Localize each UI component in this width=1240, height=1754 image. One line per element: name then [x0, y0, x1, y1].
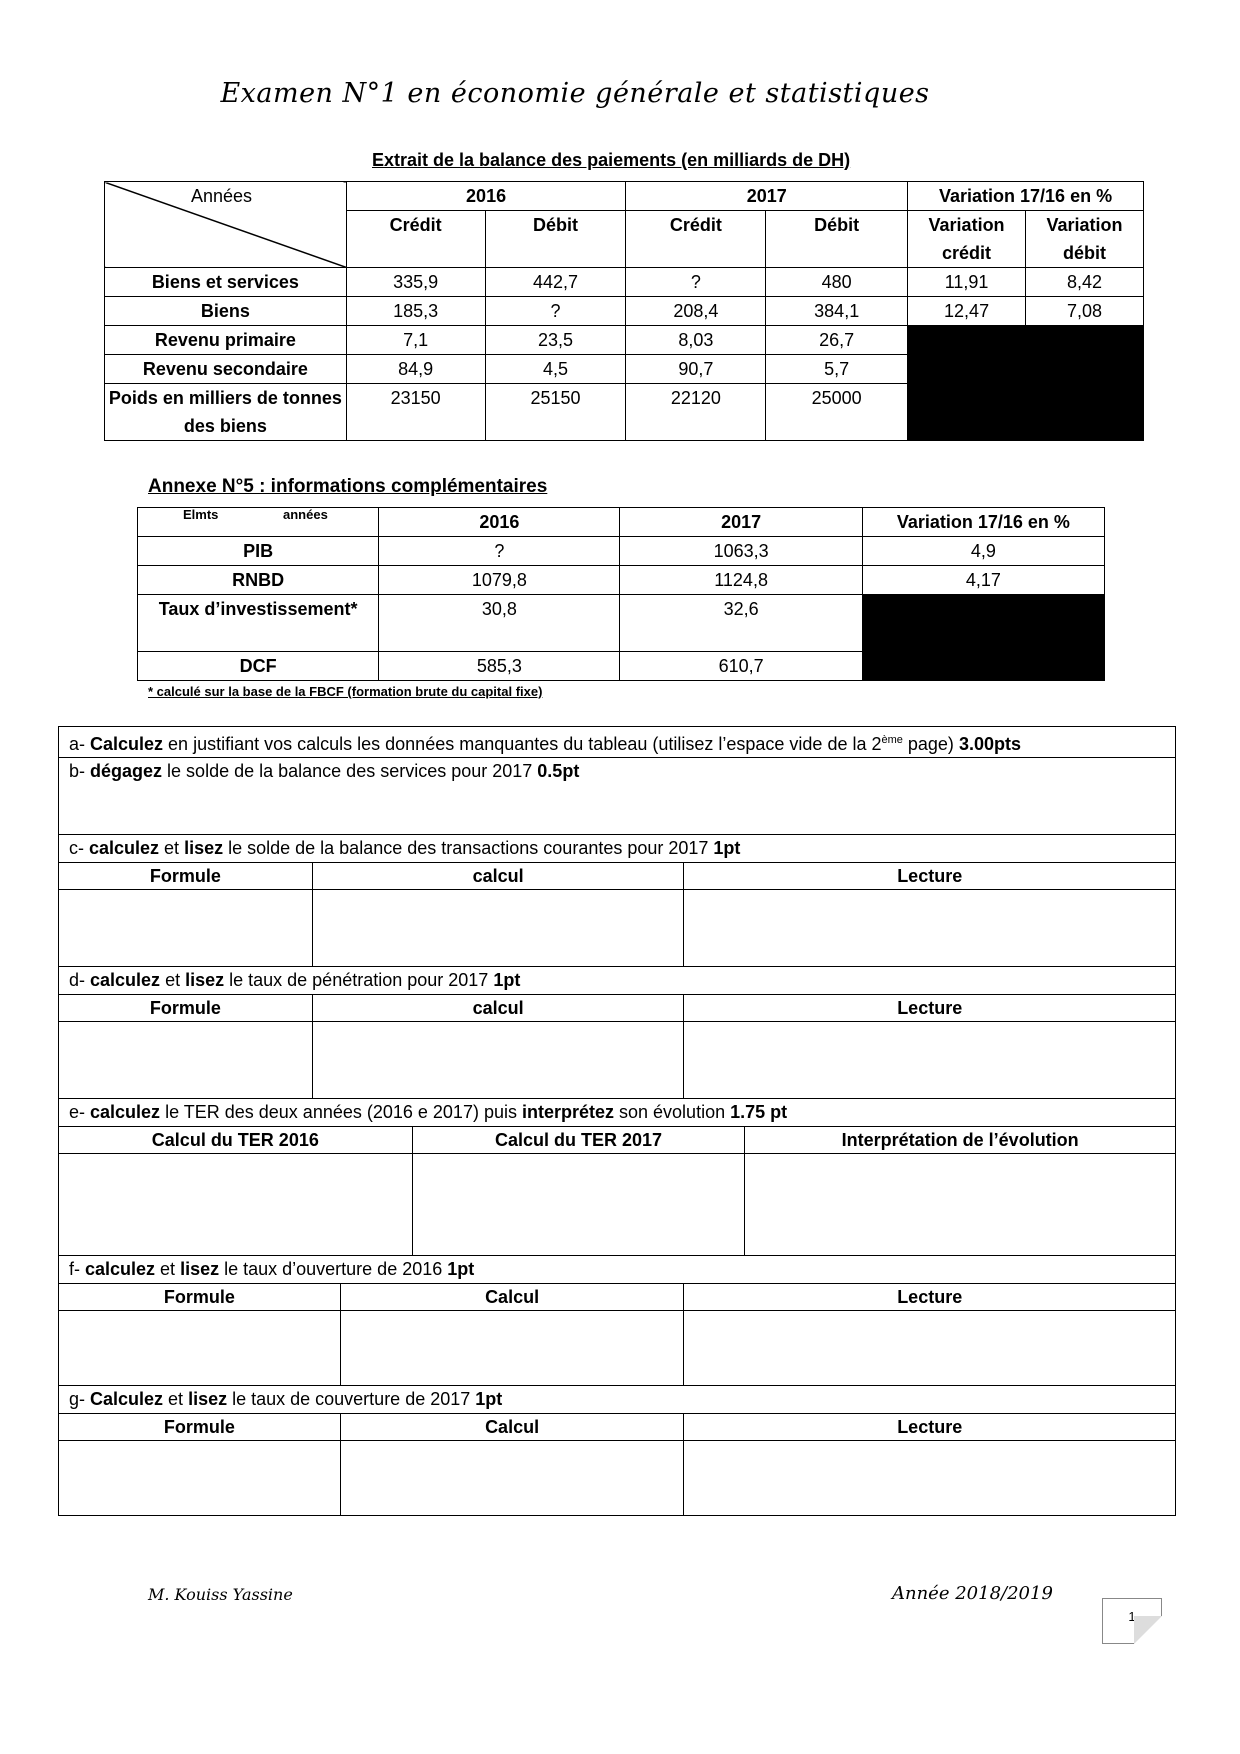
cell: ?: [626, 268, 766, 297]
header-lecture: Lecture: [684, 863, 1176, 890]
balance-of-payments-table: [104, 181, 1144, 441]
row-label: Revenu primaire: [105, 326, 347, 355]
q-verb: calculez: [90, 1102, 161, 1122]
cell: 84,9: [346, 355, 485, 384]
cell: 185,3: [346, 297, 485, 326]
q-sup: ème: [881, 734, 903, 746]
cell: 1063,3: [620, 537, 862, 566]
q-text: en justifiant vos calculs les données manquantes du tableau (utilisez l’espace vide de la 2: [163, 734, 882, 754]
answer-calcul[interactable]: [340, 1441, 684, 1516]
header-formule: Formule: [59, 863, 313, 890]
q-verb: Calculez: [90, 1389, 164, 1409]
table-row: [105, 326, 1144, 355]
cell: 7,1: [346, 326, 485, 355]
q-and: et: [155, 1259, 181, 1279]
cell: 480: [766, 268, 908, 297]
questions-table: [58, 726, 1176, 1516]
answer-formule[interactable]: [59, 1441, 341, 1516]
q-points: 1pt: [447, 1259, 475, 1279]
answer-lecture[interactable]: [684, 890, 1176, 967]
q-points: 3.00pts: [958, 734, 1021, 754]
header-ter-2016: Calcul du TER 2016: [59, 1127, 413, 1154]
annexe-caption: Annexe N°5 : informations complémentaires: [148, 476, 548, 497]
bop-year-2016: 2016: [346, 182, 626, 211]
q-verb2: interprétez: [521, 1102, 615, 1122]
question-g: [59, 1386, 1176, 1414]
cell: ?: [485, 297, 626, 326]
annexe-annees-label: années: [283, 507, 328, 522]
bop-var-credit: Variation crédit: [908, 211, 1026, 268]
q-verb2: lisez: [185, 970, 225, 990]
redacted-block: [862, 595, 1104, 681]
row-label: DCF: [138, 652, 379, 681]
footer-year: Année 2018/2019: [892, 1583, 1053, 1604]
header-lecture: Lecture: [684, 1284, 1176, 1311]
header-calcul: calcul: [312, 995, 684, 1022]
header-formule: Formule: [59, 1414, 341, 1441]
row-label: RNBD: [138, 566, 379, 595]
table-row: [138, 566, 1105, 595]
cell: 26,7: [766, 326, 908, 355]
cell: 7,08: [1026, 297, 1144, 326]
row-label: Poids en milliers de tonnes des biens: [105, 384, 347, 441]
q-verb: Calculez: [90, 734, 164, 754]
cell: 30,8: [379, 595, 620, 652]
header-calcul: Calcul: [340, 1284, 684, 1311]
header-calcul: calcul: [312, 863, 684, 890]
footer-author: M. Kouiss Yassine: [148, 1585, 293, 1604]
q-verb: calculez: [90, 970, 161, 990]
page-number: 1: [1102, 1598, 1162, 1644]
header-lecture: Lecture: [684, 995, 1176, 1022]
q-verb: calculez: [85, 1259, 156, 1279]
row-label: Revenu secondaire: [105, 355, 347, 384]
cell: 23,5: [485, 326, 626, 355]
table-row: [138, 537, 1105, 566]
bop-debit-2017: Débit: [766, 211, 908, 268]
bop-variation-header: Variation 17/16 en %: [908, 182, 1144, 211]
q-points: 0.5pt: [537, 761, 580, 781]
q-points: 1pt: [475, 1389, 503, 1409]
header-ter-2017: Calcul du TER 2017: [412, 1127, 745, 1154]
q-and: et: [159, 838, 185, 858]
answer-lecture[interactable]: [684, 1441, 1176, 1516]
annexe-variation-header: Variation 17/16 en %: [862, 508, 1104, 537]
q-verb: dégagez: [90, 761, 163, 781]
q-points: 1pt: [713, 838, 741, 858]
cell: 4,17: [862, 566, 1104, 595]
answer-ter-2017[interactable]: [412, 1154, 745, 1256]
bop-credit-2017: Crédit: [626, 211, 766, 268]
header-formule: Formule: [59, 995, 313, 1022]
question-b[interactable]: [59, 758, 1176, 835]
bop-corner-label: Années: [191, 186, 253, 206]
cell: 90,7: [626, 355, 766, 384]
q-and: et: [163, 1389, 189, 1409]
q-prefix: d-: [69, 970, 91, 990]
cell: 442,7: [485, 268, 626, 297]
q-prefix: e-: [69, 1102, 91, 1122]
cell: 8,42: [1026, 268, 1144, 297]
cell: ?: [379, 537, 620, 566]
question-a: [59, 727, 1176, 758]
cell: 208,4: [626, 297, 766, 326]
annexe-year-2016: 2016: [379, 508, 620, 537]
row-label: PIB: [138, 537, 379, 566]
q-prefix: b-: [69, 761, 91, 781]
cell: 12,47: [908, 297, 1026, 326]
q-text: le TER des deux années (2016 e 2017) puis: [160, 1102, 522, 1122]
cell: 1079,8: [379, 566, 620, 595]
q-verb2: lisez: [180, 1259, 220, 1279]
bop-corner-cell: [105, 182, 347, 268]
q-prefix: a-: [69, 734, 91, 754]
answer-lecture[interactable]: [684, 1022, 1176, 1099]
header-interpretation: Interprétation de l’évolution: [745, 1127, 1176, 1154]
question-d: [59, 967, 1176, 995]
question-c: [59, 835, 1176, 863]
row-label: Taux d’investissement*: [138, 595, 379, 652]
table-row: [138, 595, 1105, 652]
header-calcul: Calcul: [340, 1414, 684, 1441]
q-text: le solde de la balance des services pour 2017: [162, 761, 538, 781]
cell: 335,9: [346, 268, 485, 297]
q-prefix: g-: [69, 1389, 91, 1409]
cell: 585,3: [379, 652, 620, 681]
q-text2: page): [902, 734, 959, 754]
row-label: Biens: [105, 297, 347, 326]
q-text2: son évolution: [614, 1102, 731, 1122]
answer-ter-2016[interactable]: [59, 1154, 413, 1256]
q-text: le taux de pénétration pour 2017: [224, 970, 494, 990]
header-formule: Formule: [59, 1284, 341, 1311]
q-text: le taux de couverture de 2017: [227, 1389, 476, 1409]
table-row: [105, 268, 1144, 297]
exam-title: Examen N°1 en économie générale et statistiques: [220, 78, 930, 109]
annexe-elmts-label: Elmts: [183, 507, 219, 522]
bop-var-debit: Variation débit: [1026, 211, 1144, 268]
cell: 4,9: [862, 537, 1104, 566]
q-verb2: lisez: [184, 838, 224, 858]
answer-lecture[interactable]: [684, 1311, 1176, 1386]
cell: 11,91: [908, 268, 1026, 297]
question-e: [59, 1099, 1176, 1127]
bop-caption: Extrait de la balance des paiements (en milliards de DH): [372, 150, 851, 170]
table-row: [105, 297, 1144, 326]
cell: 25000: [766, 384, 908, 441]
q-verb2: lisez: [188, 1389, 228, 1409]
q-prefix: f-: [69, 1259, 85, 1279]
row-label: Biens et services: [105, 268, 347, 297]
annexe-corner-cell: [138, 508, 379, 537]
cell: 32,6: [620, 595, 862, 652]
q-text: le solde de la balance des transactions courantes pour 2017: [223, 838, 714, 858]
q-points: 1pt: [493, 970, 521, 990]
answer-calcul[interactable]: [312, 1022, 684, 1099]
answer-calcul[interactable]: [340, 1311, 684, 1386]
cell: 610,7: [620, 652, 862, 681]
answer-calcul[interactable]: [312, 890, 684, 967]
bop-credit-2016: Crédit: [346, 211, 485, 268]
cell: 384,1: [766, 297, 908, 326]
q-and: et: [160, 970, 186, 990]
cell: 5,7: [766, 355, 908, 384]
answer-formule[interactable]: [59, 1311, 341, 1386]
q-verb: calculez: [89, 838, 160, 858]
cell: 22120: [626, 384, 766, 441]
redacted-block: [908, 326, 1144, 441]
cell: 25150: [485, 384, 626, 441]
answer-interpretation[interactable]: [745, 1154, 1176, 1256]
bop-year-2017: 2017: [626, 182, 908, 211]
cell: 1124,8: [620, 566, 862, 595]
question-f: [59, 1256, 1176, 1284]
cell: 8,03: [626, 326, 766, 355]
q-prefix: c-: [69, 838, 89, 858]
bop-debit-2016: Débit: [485, 211, 626, 268]
q-text: le taux d’ouverture de 2016: [219, 1259, 448, 1279]
annexe-footnote: * calculé sur la base de la FBCF (formation brute du capital fixe): [148, 684, 543, 699]
q-points: 1.75 pt: [730, 1102, 788, 1122]
cell: 23150: [346, 384, 485, 441]
cell: 4,5: [485, 355, 626, 384]
header-lecture: Lecture: [684, 1414, 1176, 1441]
answer-formule[interactable]: [59, 890, 313, 967]
annexe-table: [137, 507, 1105, 681]
annexe-year-2017: 2017: [620, 508, 862, 537]
answer-formule[interactable]: [59, 1022, 313, 1099]
